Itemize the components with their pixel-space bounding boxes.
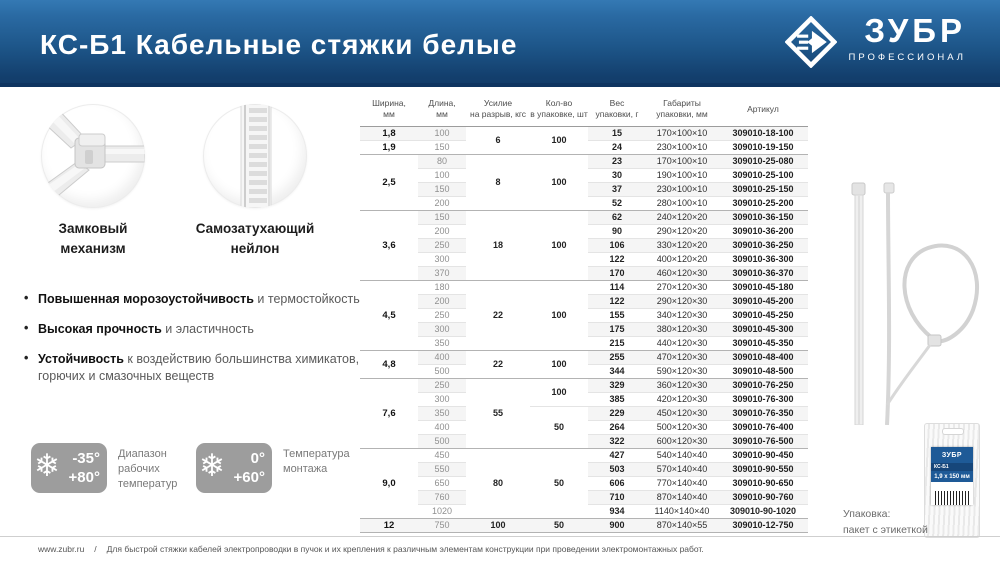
table-cell: 344 [588, 365, 646, 379]
table-cell: 6 [466, 127, 530, 155]
table-cell: 420×120×30 [646, 393, 718, 407]
barcode-icon [935, 491, 969, 505]
feature-image-nylon [203, 104, 307, 208]
table-cell: 80 [418, 155, 466, 169]
table-cell: 470×120×30 [646, 351, 718, 365]
brand-logo [785, 14, 966, 68]
table-cell: 170 [588, 267, 646, 281]
table-cell: 330×120×20 [646, 239, 718, 253]
spec-table-body [360, 127, 808, 533]
zubr-logo-icon [785, 16, 837, 68]
table-cell: 500 [418, 435, 466, 449]
column-header: Длина, мм [418, 96, 466, 127]
table-row [360, 407, 808, 421]
table-cell: 122 [588, 295, 646, 309]
table-cell: 1020 [418, 505, 466, 519]
table-cell: 500×120×30 [646, 421, 718, 435]
spec-table [360, 96, 808, 533]
lock-mechanism-illustration [41, 104, 145, 208]
table-cell: 650 [418, 477, 466, 491]
table-cell: 460×120×30 [646, 267, 718, 281]
table-cell: 309010-90-760 [718, 491, 808, 505]
table-cell: 255 [588, 351, 646, 365]
table-cell: 309010-19-150 [718, 141, 808, 155]
feature-bullets [24, 291, 364, 385]
table-cell: 770×140×40 [646, 477, 718, 491]
table-cell: 100 [530, 379, 588, 407]
table-cell: 1,9 [360, 141, 418, 155]
table-cell: 190×100×10 [646, 169, 718, 183]
nylon-strap-illustration [203, 104, 307, 208]
table-cell: 309010-12-750 [718, 519, 808, 533]
table-cell: 100 [530, 155, 588, 211]
table-cell: 309010-90-550 [718, 463, 808, 477]
table-cell: 309010-76-300 [718, 393, 808, 407]
spec-table-head [360, 96, 808, 127]
temperature-badge-label: Температура монтажа [283, 448, 350, 475]
footer-divider [0, 536, 1000, 537]
table-cell: 170×100×10 [646, 155, 718, 169]
table-cell: 450×120×30 [646, 407, 718, 421]
table-cell: 870×140×55 [646, 519, 718, 533]
table-cell: 309010-36-200 [718, 225, 808, 239]
table-cell: 8 [466, 155, 530, 211]
table-cell: 4,5 [360, 281, 418, 351]
table-cell: 440×120×30 [646, 337, 718, 351]
table-cell: 309010-45-180 [718, 281, 808, 295]
table-cell: 309010-76-350 [718, 407, 808, 421]
table-cell: 309010-25-150 [718, 183, 808, 197]
table-cell: 90 [588, 225, 646, 239]
table-cell: 370 [418, 267, 466, 281]
package-label-size: 1,9 х 150 мм [931, 471, 973, 482]
temp-max: +60° [233, 469, 265, 486]
footer-separator: / [94, 544, 97, 554]
table-cell: 380×120×30 [646, 323, 718, 337]
table-cell: 250 [418, 379, 466, 393]
table-cell: 309010-48-500 [718, 365, 808, 379]
bullet-item: • Устойчивость к воздействию большинства химикатов, горючих и смазочных веществ [24, 351, 364, 385]
table-cell: 350 [418, 407, 466, 421]
table-cell: 55 [466, 379, 530, 449]
table-cell: 37 [588, 183, 646, 197]
snowflake-icon: ❄ [199, 448, 225, 483]
table-row [360, 211, 808, 225]
table-cell: 24 [588, 141, 646, 155]
column-header: Вес упаковки, г [588, 96, 646, 127]
table-row [360, 155, 808, 169]
page-title: КС-Б1 Кабельные стяжки белые [40, 29, 518, 60]
table-cell: 9,0 [360, 449, 418, 519]
table-cell: 550 [418, 463, 466, 477]
package-photo [924, 423, 980, 538]
table-cell: 360×120×30 [646, 379, 718, 393]
table-cell: 309010-18-100 [718, 127, 808, 141]
column-header: Артикул [718, 96, 808, 127]
table-cell: 50 [530, 407, 588, 449]
table-cell: 309010-36-370 [718, 267, 808, 281]
table-cell: 150 [418, 141, 466, 155]
table-cell: 80 [466, 449, 530, 519]
table-cell: 329 [588, 379, 646, 393]
table-cell: 100 [530, 351, 588, 379]
table-cell: 280×100×10 [646, 197, 718, 211]
table-cell: 290×120×20 [646, 225, 718, 239]
table-cell: 12 [360, 519, 418, 533]
table-cell: 500 [418, 365, 466, 379]
package-hang-hole [942, 428, 964, 435]
table-cell: 309010-90-450 [718, 449, 808, 463]
table-cell: 309010-45-250 [718, 309, 808, 323]
table-cell: 230×100×10 [646, 183, 718, 197]
column-header: Усилие на разрыв, кгс [466, 96, 530, 127]
table-cell: 290×120×30 [646, 295, 718, 309]
brand-subtitle: ПРОФЕССИОНАЛ [848, 52, 966, 63]
table-cell: 7,6 [360, 379, 418, 449]
spec-table-element [360, 96, 808, 533]
table-cell: 100 [530, 281, 588, 351]
temperature-badge-mounting [196, 443, 272, 493]
table-cell: 100 [418, 127, 466, 141]
table-cell: 427 [588, 449, 646, 463]
table-cell: 400×120×20 [646, 253, 718, 267]
table-cell: 750 [418, 519, 466, 533]
table-cell: 4,8 [360, 351, 418, 379]
table-cell: 385 [588, 393, 646, 407]
table-cell: 100 [530, 211, 588, 281]
cable-ties-photo [835, 95, 1000, 425]
table-cell: 870×140×40 [646, 491, 718, 505]
table-cell: 900 [588, 519, 646, 533]
table-cell: 270×120×30 [646, 281, 718, 295]
table-cell: 503 [588, 463, 646, 477]
table-cell: 1,8 [360, 127, 418, 141]
table-cell: 760 [418, 491, 466, 505]
temperature-badge-operating [31, 443, 107, 493]
table-cell: 400 [418, 351, 466, 365]
table-cell: 240×120×20 [646, 211, 718, 225]
bullet-item: • Высокая прочность и эластичность [24, 321, 364, 338]
table-cell: 300 [418, 323, 466, 337]
table-cell: 309010-25-100 [718, 169, 808, 183]
table-cell: 309010-25-200 [718, 197, 808, 211]
table-cell: 250 [418, 239, 466, 253]
footer-description: Для быстрой стяжки кабелей электропроводки в пучок и их крепления к различным элементам конструкции при проведении электромонтажных работ. [106, 544, 704, 554]
table-cell: 18 [466, 211, 530, 281]
temp-min: 0° [250, 450, 265, 467]
table-cell: 100 [530, 127, 588, 155]
table-cell: 122 [588, 253, 646, 267]
table-cell: 322 [588, 435, 646, 449]
table-cell: 150 [418, 183, 466, 197]
table-cell: 309010-76-500 [718, 435, 808, 449]
table-cell: 309010-45-300 [718, 323, 808, 337]
table-cell: 100 [418, 169, 466, 183]
table-cell: 934 [588, 505, 646, 519]
table-cell: 606 [588, 477, 646, 491]
table-row [360, 379, 808, 393]
table-cell: 50 [530, 449, 588, 519]
table-cell: 106 [588, 239, 646, 253]
feature-caption-nylon: Самозатухающий нейлон [195, 221, 315, 256]
table-cell: 309010-36-250 [718, 239, 808, 253]
header-banner [0, 0, 1000, 87]
table-cell: 180 [418, 281, 466, 295]
table-cell: 200 [418, 197, 466, 211]
table-cell: 309010-36-300 [718, 253, 808, 267]
table-cell: 309010-90-650 [718, 477, 808, 491]
table-row [360, 351, 808, 365]
package-label-brand: ЗУБР [931, 447, 973, 463]
table-cell: 340×120×30 [646, 309, 718, 323]
table-row [360, 519, 808, 533]
table-cell: 309010-25-080 [718, 155, 808, 169]
table-cell: 400 [418, 421, 466, 435]
package-caption: Упаковка: пакет с этикеткой [843, 508, 928, 536]
column-header: Кол-во в упаковке, шт [530, 96, 588, 127]
table-row [360, 127, 808, 141]
temp-max: +80° [68, 469, 100, 486]
table-cell: 590×120×30 [646, 365, 718, 379]
table-cell: 300 [418, 253, 466, 267]
table-cell: 52 [588, 197, 646, 211]
table-cell: 710 [588, 491, 646, 505]
table-cell: 200 [418, 295, 466, 309]
footer [38, 544, 704, 554]
table-cell: 62 [588, 211, 646, 225]
table-cell: 114 [588, 281, 646, 295]
temperature-badge-label: Диапазон рабочих температур [118, 448, 178, 490]
table-cell: 30 [588, 169, 646, 183]
table-cell: 570×140×40 [646, 463, 718, 477]
table-cell: 309010-76-400 [718, 421, 808, 435]
table-cell: 309010-45-200 [718, 295, 808, 309]
snowflake-icon: ❄ [34, 448, 60, 483]
table-cell: 1140×140×40 [646, 505, 718, 519]
table-cell: 264 [588, 421, 646, 435]
table-cell: 15 [588, 127, 646, 141]
package-label [931, 447, 973, 505]
package-label-model: КС-Б1 [931, 463, 973, 471]
table-cell: 215 [588, 337, 646, 351]
brand-name: ЗУБР [864, 12, 966, 49]
table-cell: 200 [418, 225, 466, 239]
table-cell: 100 [466, 519, 530, 533]
bullet-item: • Повышенная морозоустойчивость и термостойкость [24, 291, 364, 308]
footer-site-link: www.zubr.ru [38, 544, 85, 554]
table-cell: 309010-90-1020 [718, 505, 808, 519]
table-cell: 175 [588, 323, 646, 337]
table-cell: 229 [588, 407, 646, 421]
feature-image-lock-mechanism [41, 104, 145, 208]
table-cell: 2,5 [360, 155, 418, 211]
table-cell: 22 [466, 281, 530, 351]
table-row [360, 281, 808, 295]
table-cell: 300 [418, 393, 466, 407]
table-cell: 22 [466, 351, 530, 379]
table-cell: 309010-36-150 [718, 211, 808, 225]
table-cell: 450 [418, 449, 466, 463]
table-cell: 23 [588, 155, 646, 169]
table-cell: 350 [418, 337, 466, 351]
column-header: Габариты упаковки, мм [646, 96, 718, 127]
table-cell: 600×120×30 [646, 435, 718, 449]
temp-min: -35° [72, 450, 100, 467]
table-cell: 309010-45-350 [718, 337, 808, 351]
table-cell: 155 [588, 309, 646, 323]
table-cell: 309010-48-400 [718, 351, 808, 365]
table-cell: 230×100×10 [646, 141, 718, 155]
table-cell: 250 [418, 309, 466, 323]
table-row [360, 449, 808, 463]
table-cell: 150 [418, 211, 466, 225]
feature-caption-lock: Замковый механизм [58, 221, 128, 256]
table-cell: 3,6 [360, 211, 418, 281]
table-cell: 50 [530, 519, 588, 533]
column-header: Ширина, мм [360, 96, 418, 127]
table-cell: 309010-76-250 [718, 379, 808, 393]
table-cell: 170×100×10 [646, 127, 718, 141]
table-cell: 540×140×40 [646, 449, 718, 463]
